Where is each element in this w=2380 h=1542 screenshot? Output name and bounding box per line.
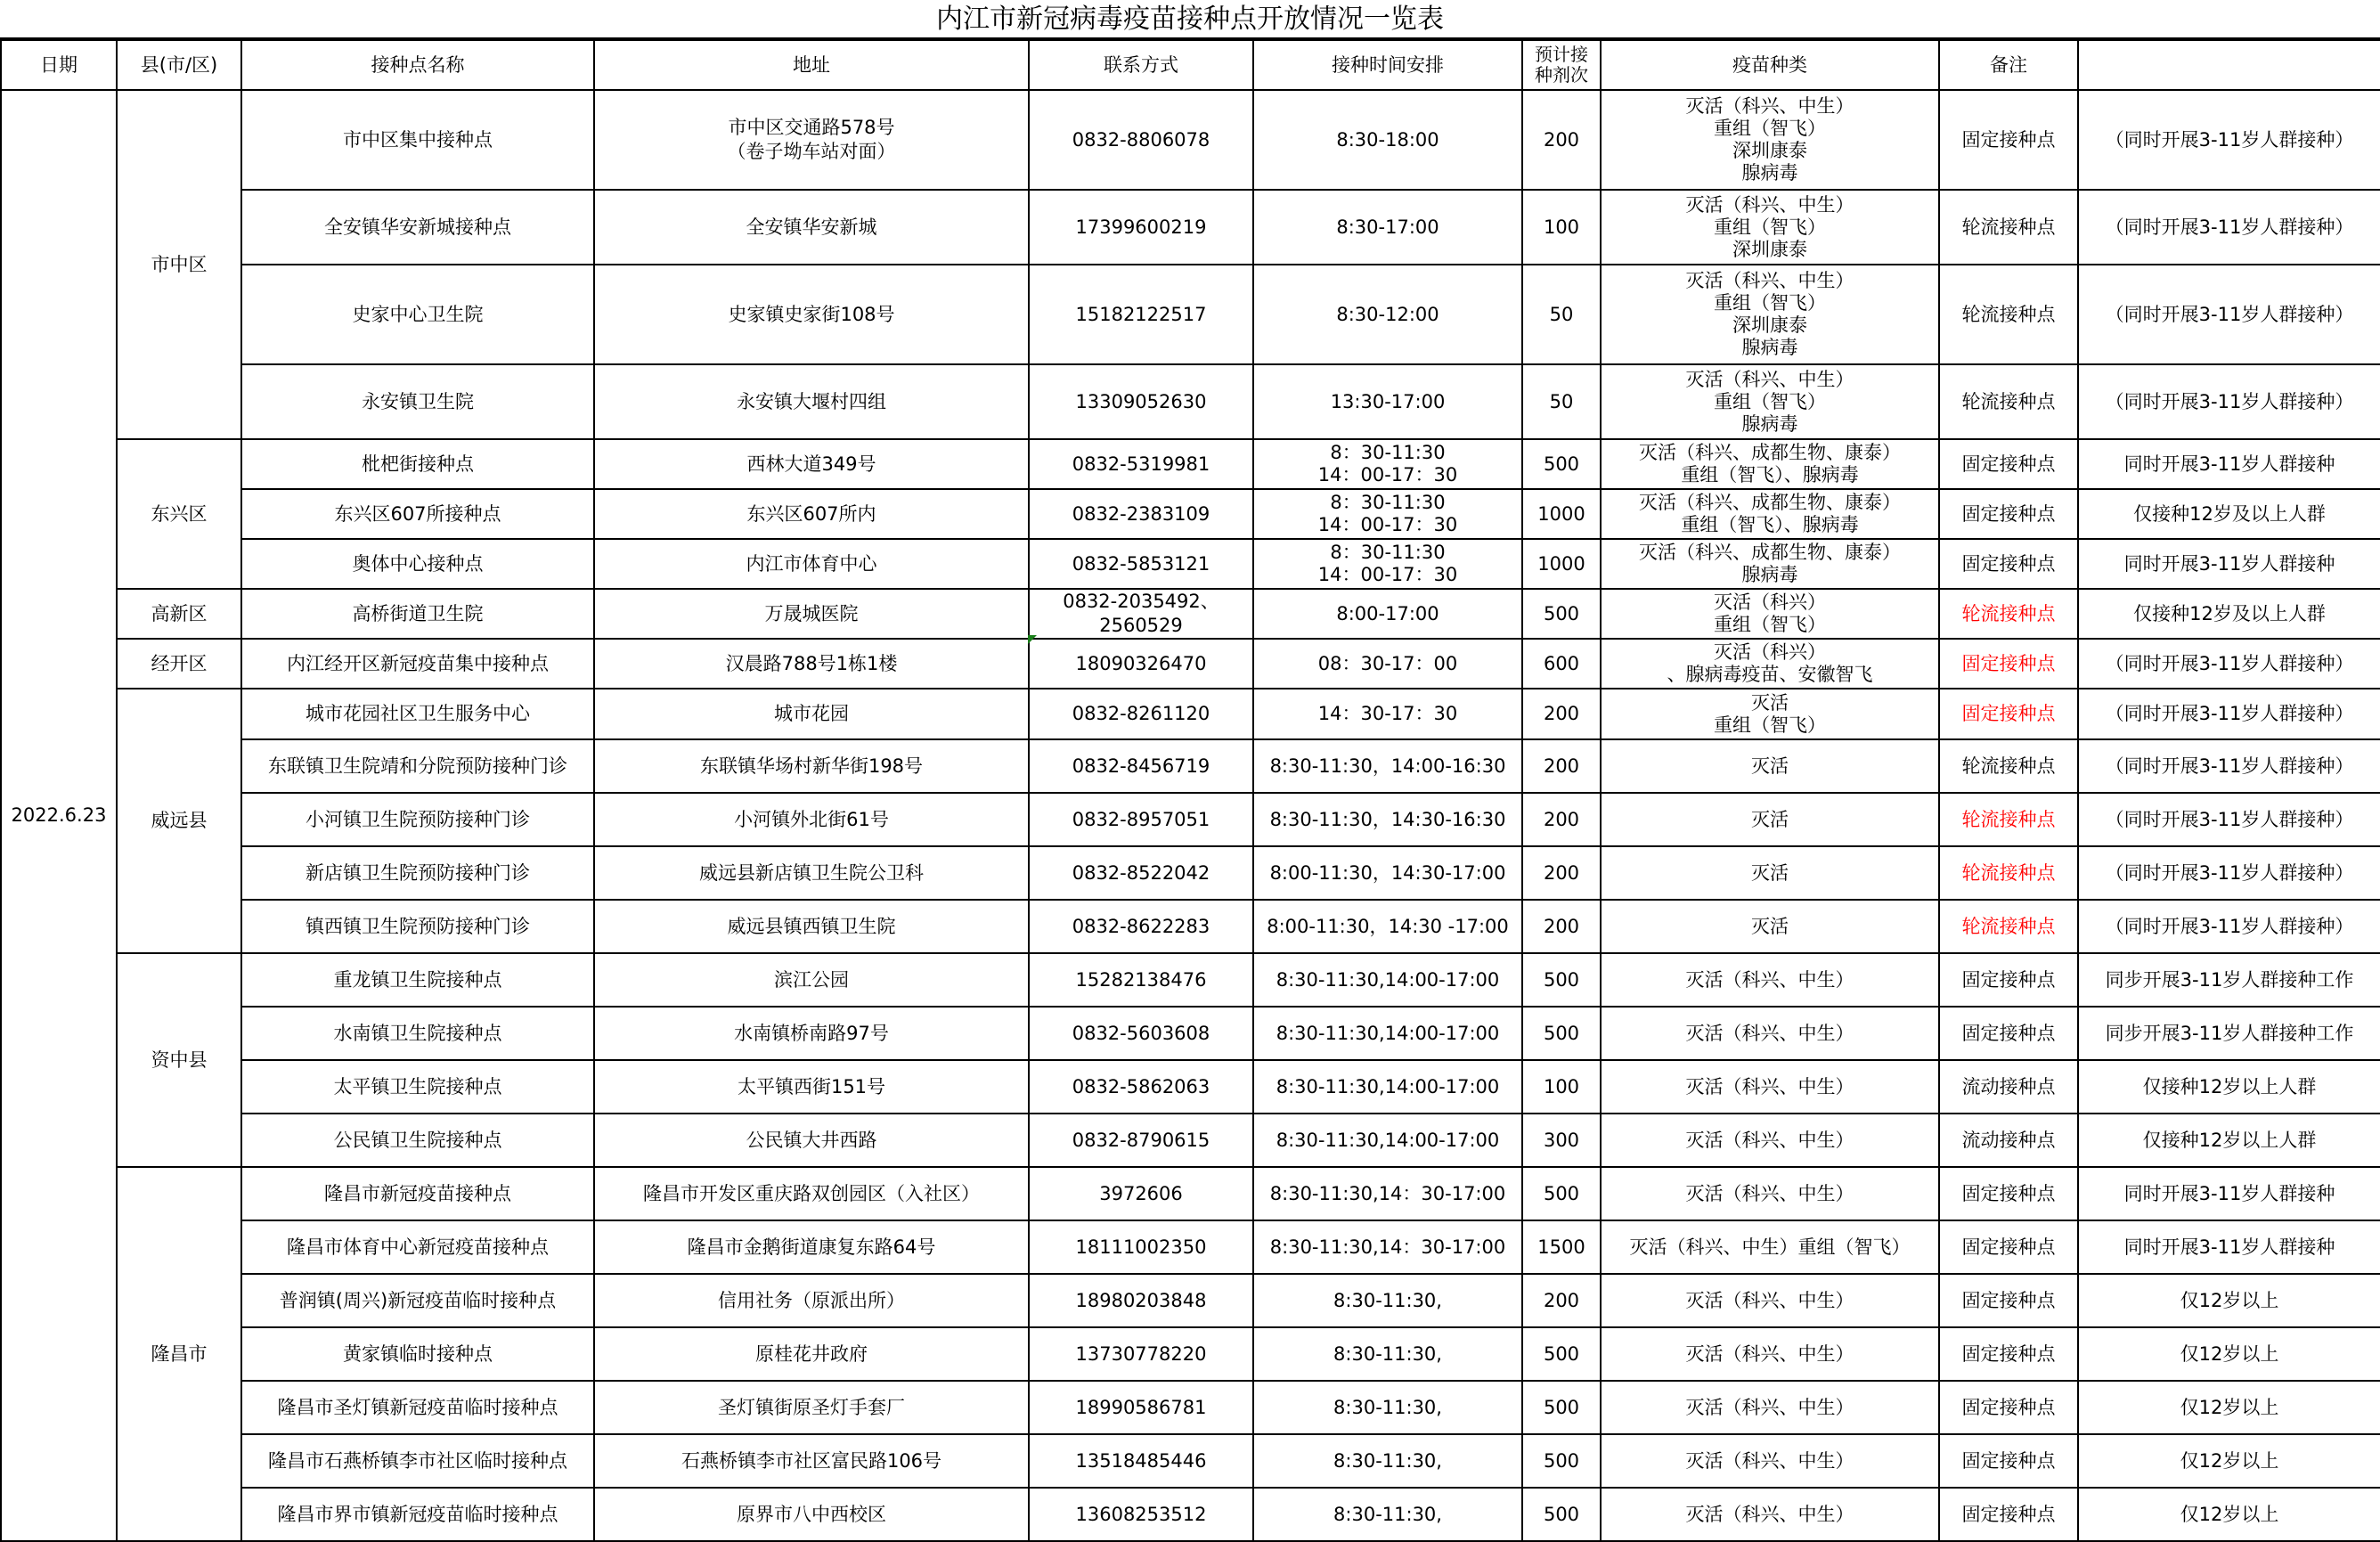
doses-cell[interactable]: 1000 [1522, 539, 1601, 589]
doses-cell[interactable]: 200 [1522, 900, 1601, 953]
time-cell[interactable]: 8:30-11:30,14:00-17:00 [1253, 1060, 1522, 1114]
address-cell[interactable]: 东兴区607所内 [594, 489, 1029, 539]
time-cell[interactable]: 8:30-17:00 [1253, 190, 1522, 265]
name-cell[interactable]: 隆昌市界市镇新冠疫苗临时接种点 [241, 1488, 594, 1541]
note-cell[interactable]: （同时开展3-11岁人群接种） [2078, 190, 2380, 265]
address-cell[interactable]: 西林大道349号 [594, 439, 1029, 489]
note-cell[interactable]: 仅接种12岁及以上人群 [2078, 489, 2380, 539]
table-row [1, 1274, 2380, 1327]
doses-cell[interactable]: 500 [1522, 589, 1601, 639]
type-cell[interactable]: 固定接种点 [1939, 639, 2078, 689]
phone-cell[interactable]: 13518485446 [1029, 1434, 1253, 1488]
time-cell[interactable]: 8：30-11:30 14：00-17：30 [1253, 439, 1522, 489]
name-cell[interactable]: 重龙镇卫生院接种点 [241, 953, 594, 1007]
vaccine-cell[interactable]: 灭活（科兴、中生） 重组（智飞） 深圳康泰 腺病毒 [1601, 90, 1939, 190]
table-row [1, 265, 2380, 364]
address-cell[interactable]: 太平镇西街151号 [594, 1060, 1029, 1114]
header-cell[interactable]: 县(市/区) [117, 40, 241, 90]
header-row [1, 40, 2380, 90]
table-row [1, 1114, 2380, 1167]
vaccine-cell[interactable]: 灭活（科兴、中生） 重组（智飞） 腺病毒 [1601, 364, 1939, 439]
note-cell[interactable]: （同时开展3-11岁人群接种） [2078, 900, 2380, 953]
vaccine-cell[interactable]: 灭活（科兴、中生） [1601, 1007, 1939, 1060]
doses-cell[interactable]: 500 [1522, 1167, 1601, 1220]
note-cell[interactable]: 仅12岁以上 [2078, 1327, 2380, 1381]
vaccine-cell[interactable]: 灭活（科兴、成都生物、康泰） 重组（智飞）、腺病毒 [1601, 439, 1939, 489]
doses-cell[interactable]: 100 [1522, 190, 1601, 265]
vaccine-cell[interactable]: 灭活（科兴、中生） [1601, 1060, 1939, 1114]
county-cell[interactable]: 经开区 [117, 639, 241, 689]
vaccine-cell[interactable]: 灭活 [1601, 900, 1939, 953]
table-row [1, 364, 2380, 439]
time-cell[interactable]: 8：30-11:30 14：00-17：30 [1253, 489, 1522, 539]
time-cell[interactable]: 8:30-11:30, [1253, 1274, 1522, 1327]
table-row [1, 1060, 2380, 1114]
table-row [1, 846, 2380, 900]
phone-cell[interactable]: 15282138476 [1029, 953, 1253, 1007]
address-cell[interactable]: 原界市八中西校区 [594, 1488, 1029, 1541]
doses-cell[interactable]: 50 [1522, 265, 1601, 364]
date-cell[interactable]: 2022.6.23 [1, 90, 117, 1541]
doses-cell[interactable]: 200 [1522, 90, 1601, 190]
table-row [1, 953, 2380, 1007]
address-cell[interactable]: 威远县镇西镇卫生院 [594, 900, 1029, 953]
phone-cell[interactable]: 0832-5862063 [1029, 1060, 1253, 1114]
header-cell[interactable]: 接种点名称 [241, 40, 594, 90]
phone-cell[interactable]: 0832-8957051 [1029, 793, 1253, 846]
doses-cell[interactable]: 1000 [1522, 489, 1601, 539]
time-cell[interactable]: 8:00-11:30，14:30 -17:00 [1253, 900, 1522, 953]
note-cell[interactable]: （同时开展3-11岁人群接种） [2078, 793, 2380, 846]
vaccine-cell[interactable]: 灭活（科兴、成都生物、康泰） 重组（智飞）、腺病毒 [1601, 489, 1939, 539]
vaccine-cell[interactable]: 灭活（科兴、中生） [1601, 1381, 1939, 1434]
address-cell[interactable]: 圣灯镇街原圣灯手套厂 [594, 1381, 1029, 1434]
type-cell[interactable]: 固定接种点 [1939, 539, 2078, 589]
doses-cell[interactable]: 500 [1522, 953, 1601, 1007]
name-cell[interactable]: 史家中心卫生院 [241, 265, 594, 364]
name-cell[interactable]: 永安镇卫生院 [241, 364, 594, 439]
time-cell[interactable]: 8:30-11:30,14:00-17:00 [1253, 953, 1522, 1007]
note-cell[interactable]: 同时开展3-11岁人群接种 [2078, 1167, 2380, 1220]
sheet-title: 内江市新冠病毒疫苗接种点开放情况一览表 [0, 0, 2380, 39]
name-cell[interactable]: 隆昌市新冠疫苗接种点 [241, 1167, 594, 1220]
type-cell[interactable]: 固定接种点 [1939, 90, 2078, 190]
address-cell[interactable]: 信用社务（原派出所） [594, 1274, 1029, 1327]
vaccine-cell[interactable]: 灭活 [1601, 793, 1939, 846]
phone-cell[interactable]: 0832-8622283 [1029, 900, 1253, 953]
doses-cell[interactable]: 500 [1522, 1488, 1601, 1541]
name-cell[interactable]: 奥体中心接种点 [241, 539, 594, 589]
table-row [1, 489, 2380, 539]
note-cell[interactable]: 同步开展3-11岁人群接种工作 [2078, 953, 2380, 1007]
time-cell[interactable]: 8:30-11:30,14:00-17:00 [1253, 1114, 1522, 1167]
header-cell[interactable]: 接种时间安排 [1253, 40, 1522, 90]
table-row [1, 1167, 2380, 1220]
doses-cell[interactable]: 1500 [1522, 1220, 1601, 1274]
note-cell[interactable]: 仅接种12岁以上人群 [2078, 1114, 2380, 1167]
time-cell[interactable]: 8:00-17:00 [1253, 589, 1522, 639]
note-cell[interactable]: （同时开展3-11岁人群接种） [2078, 90, 2380, 190]
type-cell[interactable]: 轮流接种点 [1939, 589, 2078, 639]
header-cell[interactable] [2078, 40, 2380, 90]
county-cell[interactable]: 东兴区 [117, 439, 241, 589]
header-cell[interactable]: 疫苗种类 [1601, 40, 1939, 90]
name-cell[interactable]: 枇杷街接种点 [241, 439, 594, 489]
phone-cell[interactable]: 15182122517 [1029, 265, 1253, 364]
table-row [1, 1007, 2380, 1060]
doses-cell[interactable]: 600 [1522, 639, 1601, 689]
time-cell[interactable]: 08：30-17：00 [1253, 639, 1522, 689]
vaccine-cell[interactable]: 灭活（科兴） 、腺病毒疫苗、安徽智飞 [1601, 639, 1939, 689]
name-cell[interactable]: 高桥街道卫生院 [241, 589, 594, 639]
name-cell[interactable]: 水南镇卫生院接种点 [241, 1007, 594, 1060]
type-cell[interactable]: 固定接种点 [1939, 953, 2078, 1007]
vaccine-cell[interactable]: 灭活（科兴、中生） 重组（智飞） 深圳康泰 腺病毒 [1601, 265, 1939, 364]
vaccination-sites-table [0, 39, 2380, 1542]
type-cell[interactable]: 固定接种点 [1939, 489, 2078, 539]
type-cell[interactable]: 固定接种点 [1939, 1274, 2078, 1327]
name-cell[interactable]: 太平镇卫生院接种点 [241, 1060, 594, 1114]
vaccine-cell[interactable]: 灭活（科兴、中生） [1601, 1274, 1939, 1327]
time-cell[interactable]: 13:30-17:00 [1253, 364, 1522, 439]
phone-cell[interactable]: 17399600219 [1029, 190, 1253, 265]
address-cell[interactable]: 城市花园 [594, 689, 1029, 739]
name-cell[interactable]: 内江经开区新冠疫苗集中接种点 [241, 639, 594, 689]
doses-cell[interactable]: 50 [1522, 364, 1601, 439]
note-cell[interactable]: 同步开展3-11岁人群接种工作 [2078, 1007, 2380, 1060]
phone-cell[interactable]: 0832-5603608 [1029, 1007, 1253, 1060]
address-cell[interactable]: 史家镇史家街108号 [594, 265, 1029, 364]
table-row [1, 689, 2380, 739]
note-cell[interactable]: 仅接种12岁以上人群 [2078, 1060, 2380, 1114]
table-row [1, 900, 2380, 953]
type-cell[interactable]: 固定接种点 [1939, 1167, 2078, 1220]
address-cell[interactable]: 万晟城医院 [594, 589, 1029, 639]
phone-cell[interactable]: 0832-5319981 [1029, 439, 1253, 489]
header-cell[interactable]: 预计接 种剂次 [1522, 40, 1601, 90]
phone-cell[interactable]: 0832-5853121 [1029, 539, 1253, 589]
type-cell[interactable]: 固定接种点 [1939, 1220, 2078, 1274]
table-row [1, 1220, 2380, 1274]
vaccine-cell[interactable]: 灭活（科兴、中生）重组（智飞） [1601, 1220, 1939, 1274]
table-row [1, 1327, 2380, 1381]
vaccine-cell[interactable]: 灭活（科兴、中生） [1601, 1167, 1939, 1220]
doses-cell[interactable]: 200 [1522, 689, 1601, 739]
address-cell[interactable]: 市中区交通路578号 （卷子坳车站对面） [594, 90, 1029, 190]
type-cell[interactable]: 轮流接种点 [1939, 190, 2078, 265]
phone-cell[interactable]: 13730778220 [1029, 1327, 1253, 1381]
note-cell[interactable]: （同时开展3-11岁人群接种） [2078, 265, 2380, 364]
doses-cell[interactable]: 200 [1522, 846, 1601, 900]
type-cell[interactable]: 固定接种点 [1939, 439, 2078, 489]
type-cell[interactable]: 轮流接种点 [1939, 265, 2078, 364]
phone-cell[interactable]: 0832-8261120 [1029, 689, 1253, 739]
doses-cell[interactable]: 500 [1522, 1381, 1601, 1434]
table-row [1, 639, 2380, 689]
phone-cell[interactable]: 0832-8456719 [1029, 739, 1253, 793]
time-cell[interactable]: 8:30-18:00 [1253, 90, 1522, 190]
time-cell[interactable]: 8:30-11:30, [1253, 1434, 1522, 1488]
doses-cell[interactable]: 100 [1522, 1060, 1601, 1114]
note-cell[interactable]: 仅12岁以上 [2078, 1381, 2380, 1434]
county-cell[interactable]: 隆昌市 [117, 1167, 241, 1541]
table-row [1, 539, 2380, 589]
address-cell[interactable]: 内江市体育中心 [594, 539, 1029, 589]
note-cell[interactable]: 同时开展3-11岁人群接种 [2078, 539, 2380, 589]
type-cell[interactable]: 固定接种点 [1939, 1434, 2078, 1488]
phone-cell[interactable]: 13608253512 [1029, 1488, 1253, 1541]
note-cell[interactable]: 同时开展3-11岁人群接种 [2078, 439, 2380, 489]
address-cell[interactable]: 小河镇外北街61号 [594, 793, 1029, 846]
table-row [1, 739, 2380, 793]
vaccine-cell[interactable]: 灭活（科兴、中生） [1601, 1434, 1939, 1488]
address-cell[interactable]: 全安镇华安新城 [594, 190, 1029, 265]
table-row [1, 190, 2380, 265]
type-cell[interactable]: 轮流接种点 [1939, 846, 2078, 900]
phone-cell[interactable]: 13309052630 [1029, 364, 1253, 439]
doses-cell[interactable]: 200 [1522, 739, 1601, 793]
address-cell[interactable]: 隆昌市开发区重庆路双创园区（入社区） [594, 1167, 1029, 1220]
address-cell[interactable]: 水南镇桥南路97号 [594, 1007, 1029, 1060]
name-cell[interactable]: 公民镇卫生院接种点 [241, 1114, 594, 1167]
time-cell[interactable]: 14：30-17：30 [1253, 689, 1522, 739]
time-cell[interactable]: 8:30-11:30, [1253, 1327, 1522, 1381]
cell-comment-marker-icon [1028, 635, 1037, 644]
doses-cell[interactable]: 500 [1522, 1434, 1601, 1488]
time-cell[interactable]: 8:30-11:30,14：30-17:00 [1253, 1167, 1522, 1220]
phone-cell[interactable]: 18090326470 [1029, 639, 1253, 689]
vaccine-cell[interactable]: 灭活 [1601, 846, 1939, 900]
phone-cell[interactable]: 0832-8790615 [1029, 1114, 1253, 1167]
name-cell[interactable]: 隆昌市石燕桥镇李市社区临时接种点 [241, 1434, 594, 1488]
phone-cell[interactable]: 18980203848 [1029, 1274, 1253, 1327]
name-cell[interactable]: 镇西镇卫生院预防接种门诊 [241, 900, 594, 953]
type-cell[interactable]: 固定接种点 [1939, 689, 2078, 739]
name-cell[interactable]: 隆昌市体育中心新冠疫苗接种点 [241, 1220, 594, 1274]
note-cell[interactable]: （同时开展3-11岁人群接种） [2078, 689, 2380, 739]
county-cell[interactable]: 威远县 [117, 689, 241, 953]
vaccine-cell[interactable]: 灭活 [1601, 739, 1939, 793]
name-cell[interactable]: 城市花园社区卫生服务中心 [241, 689, 594, 739]
type-cell[interactable]: 流动接种点 [1939, 1114, 2078, 1167]
note-cell[interactable]: 仅12岁以上 [2078, 1434, 2380, 1488]
table-row [1, 1381, 2380, 1434]
type-cell[interactable]: 轮流接种点 [1939, 793, 2078, 846]
time-cell[interactable]: 8:30-11:30,14：30-17:00 [1253, 1220, 1522, 1274]
type-cell[interactable]: 轮流接种点 [1939, 739, 2078, 793]
vaccine-cell[interactable]: 灭活（科兴、成都生物、康泰） 腺病毒 [1601, 539, 1939, 589]
name-cell[interactable]: 全安镇华安新城接种点 [241, 190, 594, 265]
type-cell[interactable]: 固定接种点 [1939, 1007, 2078, 1060]
vaccine-cell[interactable]: 灭活（科兴、中生） [1601, 1114, 1939, 1167]
header-cell[interactable]: 地址 [594, 40, 1029, 90]
address-cell[interactable]: 汉晨路788号1栋1楼 [594, 639, 1029, 689]
note-cell[interactable]: （同时开展3-11岁人群接种） [2078, 364, 2380, 439]
name-cell[interactable]: 普润镇(周兴)新冠疫苗临时接种点 [241, 1274, 594, 1327]
header-cell[interactable]: 日期 [1, 40, 117, 90]
county-cell[interactable]: 市中区 [117, 90, 241, 439]
note-cell[interactable]: 同时开展3-11岁人群接种 [2078, 1220, 2380, 1274]
table-row [1, 793, 2380, 846]
phone-cell[interactable]: 3972606 [1029, 1167, 1253, 1220]
time-cell[interactable]: 8:30-11:30, [1253, 1488, 1522, 1541]
vaccine-cell[interactable]: 灭活（科兴、中生） [1601, 1488, 1939, 1541]
time-cell[interactable]: 8:30-11:30，14:00-16:30 [1253, 739, 1522, 793]
phone-cell[interactable]: 0832-8806078 [1029, 90, 1253, 190]
table-row [1, 589, 2380, 639]
table-body [1, 90, 2380, 1541]
type-cell[interactable]: 轮流接种点 [1939, 364, 2078, 439]
note-cell[interactable]: （同时开展3-11岁人群接种） [2078, 846, 2380, 900]
vaccine-cell[interactable]: 灭活（科兴、中生） [1601, 953, 1939, 1007]
vaccine-cell[interactable]: 灭活（科兴、中生） [1601, 1327, 1939, 1381]
doses-cell[interactable]: 500 [1522, 1327, 1601, 1381]
name-cell[interactable]: 黄家镇临时接种点 [241, 1327, 594, 1381]
name-cell[interactable]: 小河镇卫生院预防接种门诊 [241, 793, 594, 846]
note-cell[interactable]: 仅接种12岁及以上人群 [2078, 589, 2380, 639]
doses-cell[interactable]: 500 [1522, 439, 1601, 489]
time-cell[interactable]: 8：30-11:30 14：00-17：30 [1253, 539, 1522, 589]
county-cell[interactable]: 资中县 [117, 953, 241, 1167]
note-cell[interactable]: 仅12岁以上 [2078, 1274, 2380, 1327]
address-cell[interactable]: 石燕桥镇李市社区富民路106号 [594, 1434, 1029, 1488]
doses-cell[interactable]: 200 [1522, 1274, 1601, 1327]
address-cell[interactable]: 永安镇大堰村四组 [594, 364, 1029, 439]
address-cell[interactable]: 滨江公园 [594, 953, 1029, 1007]
address-cell[interactable]: 隆昌市金鹅街道康复东路64号 [594, 1220, 1029, 1274]
doses-cell[interactable]: 300 [1522, 1114, 1601, 1167]
name-cell[interactable]: 东联镇卫生院靖和分院预防接种门诊 [241, 739, 594, 793]
phone-cell[interactable]: 0832-2035492、2560529 [1029, 589, 1253, 639]
name-cell[interactable]: 新店镇卫生院预防接种门诊 [241, 846, 594, 900]
type-cell[interactable]: 流动接种点 [1939, 1060, 2078, 1114]
type-cell[interactable]: 固定接种点 [1939, 1488, 2078, 1541]
type-cell[interactable]: 固定接种点 [1939, 1327, 2078, 1381]
address-cell[interactable]: 公民镇大井西路 [594, 1114, 1029, 1167]
vaccine-cell[interactable]: 灭活（科兴、中生） 重组（智飞） 深圳康泰 [1601, 190, 1939, 265]
phone-cell[interactable]: 18990586781 [1029, 1381, 1253, 1434]
time-cell[interactable]: 8:30-11:30, [1253, 1381, 1522, 1434]
note-cell[interactable]: （同时开展3-11岁人群接种） [2078, 739, 2380, 793]
address-cell[interactable]: 威远县新店镇卫生院公卫科 [594, 846, 1029, 900]
doses-cell[interactable]: 200 [1522, 793, 1601, 846]
note-cell[interactable]: （同时开展3-11岁人群接种） [2078, 639, 2380, 689]
type-cell[interactable]: 轮流接种点 [1939, 900, 2078, 953]
time-cell[interactable]: 8:30-11:30，14:30-16:30 [1253, 793, 1522, 846]
time-cell[interactable]: 8:30-11:30,14:00-17:00 [1253, 1007, 1522, 1060]
time-cell[interactable]: 8:00-11:30，14:30-17:00 [1253, 846, 1522, 900]
table-row [1, 90, 2380, 190]
name-cell[interactable]: 东兴区607所接种点 [241, 489, 594, 539]
name-cell[interactable]: 隆昌市圣灯镇新冠疫苗临时接种点 [241, 1381, 594, 1434]
type-cell[interactable]: 固定接种点 [1939, 1381, 2078, 1434]
header-cell[interactable]: 备注 [1939, 40, 2078, 90]
header-cell[interactable]: 联系方式 [1029, 40, 1253, 90]
phone-cell[interactable]: 0832-2383109 [1029, 489, 1253, 539]
phone-cell[interactable]: 18111002350 [1029, 1220, 1253, 1274]
time-cell[interactable]: 8:30-12:00 [1253, 265, 1522, 364]
vaccine-cell[interactable]: 灭活 重组（智飞） [1601, 689, 1939, 739]
address-cell[interactable]: 原桂花井政府 [594, 1327, 1029, 1381]
table-row [1, 439, 2380, 489]
table-row [1, 1434, 2380, 1488]
address-cell[interactable]: 东联镇华场村新华街198号 [594, 739, 1029, 793]
county-cell[interactable]: 高新区 [117, 589, 241, 639]
table-row [1, 1488, 2380, 1541]
name-cell[interactable]: 市中区集中接种点 [241, 90, 594, 190]
vaccine-cell[interactable]: 灭活（科兴） 重组（智飞） [1601, 589, 1939, 639]
doses-cell[interactable]: 500 [1522, 1007, 1601, 1060]
phone-cell[interactable]: 0832-8522042 [1029, 846, 1253, 900]
note-cell[interactable]: 仅12岁以上 [2078, 1488, 2380, 1541]
